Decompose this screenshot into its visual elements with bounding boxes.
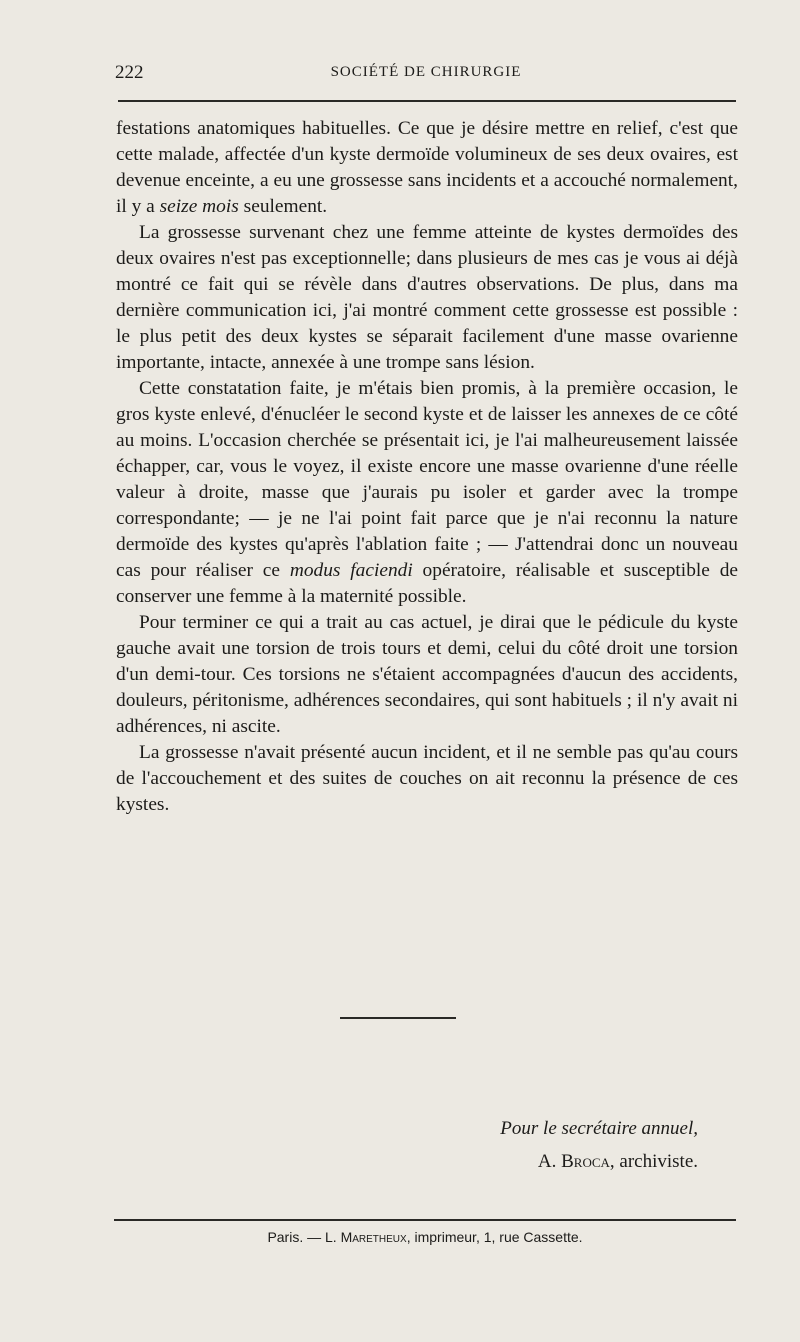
emphasis-modus-faciendi: modus faciendi — [289, 560, 413, 581]
imprint-city: Paris. — L. — [267, 1229, 341, 1245]
emphasis-seize-mois: seize mois — [159, 196, 239, 217]
signature-block — [380, 1112, 698, 1178]
paragraph-4: Pour terminer ce qui a trait au cas actuel, je dirai que le pédicule du kyste gauche avait une torsion de trois tours et demi, celui du côté droit une torsion d'un demi-tour. Ces torsions ne s'étaient accompagnées d'aucun des accidents, douleurs, péritonisme, adhérences secondaires, qui sont habituels ; il n'y avait ni adhérences, ni ascite. — [116, 612, 738, 737]
running-title: SOCIÉTÉ DE CHIRURGIE — [330, 64, 522, 80]
signature-name: Broca — [561, 1151, 610, 1172]
paragraph-1-text: festations anatomiques habituelles. Ce que je désire mettre en relief, c'est que cette malade, affectée d'un kyste dermoïde volumineux de ses deux ovaires, est devenue enceinte, a eu une grossesse sans incidents et a accouché normalement, il y a — [116, 118, 738, 217]
section-end-rule — [340, 1017, 456, 1019]
footer-rule — [114, 1219, 736, 1221]
paragraph-3-text: Cette constatation faite, je m'étais bien promis, à la première occasion, le gros kyste enlevé, d'énucléer le second kyste et de laisser les annexes de ce côté au moins. L'occasion cherchée se présentait ici, je l'ai malheureusement laissée échapper, car, vous le voyez, il existe encore une masse ovarienne d'une réelle valeur à droite, masse que j'aurais pu isoler et garder avec la trompe correspondante; — je ne l'ai point fait parce que je n'ai reconnu la nature dermoïde des kystes qu'après l'ablation faite ; — J'attendrai donc un nouveau cas pour réaliser ce — [116, 378, 738, 581]
paragraph-3-end: opératoire, réalisable et susceptible de conserver une femme à la maternité possible. — [116, 560, 738, 607]
body-text — [116, 116, 738, 818]
imprint-address: , imprimeur, 1, rue Cassette. — [406, 1229, 583, 1245]
signature-closing: Pour le secrétaire annuel, — [500, 1118, 698, 1139]
header-rule — [118, 100, 736, 102]
running-head — [115, 62, 737, 86]
paragraph-1-end: seulement. — [238, 196, 328, 217]
paragraph-1 — [116, 116, 738, 220]
signature-role: , archiviste. — [609, 1151, 698, 1172]
paragraph-5: La grossesse n'avait présenté aucun incident, et il ne semble pas qu'au cours de l'accouchement et des suites de couches on ait reconnu la présence de ces kystes. — [116, 742, 738, 815]
paragraph-3 — [116, 376, 738, 610]
printer-imprint — [114, 1229, 736, 1245]
signature-initial: A. — [537, 1151, 557, 1172]
paragraph-2: La grossesse survenant chez une femme atteinte de kystes dermoïdes des deux ovaires n'est pas exceptionnelle; dans plusieurs de mes cas je vous ai déjà montré ce fait qui se révèle dans d'autres observations. De plus, dans ma dernière communication ici, j'ai montré comment cette grossesse est possible : le plus petit des deux kystes se séparait facilement d'une masse ovarienne importante, intacte, annexée à une trompe sans lésion. — [116, 222, 738, 373]
imprint-printer: Maretheux — [340, 1229, 407, 1245]
signature-line — [380, 1145, 698, 1178]
page-number: 222 — [115, 62, 144, 83]
